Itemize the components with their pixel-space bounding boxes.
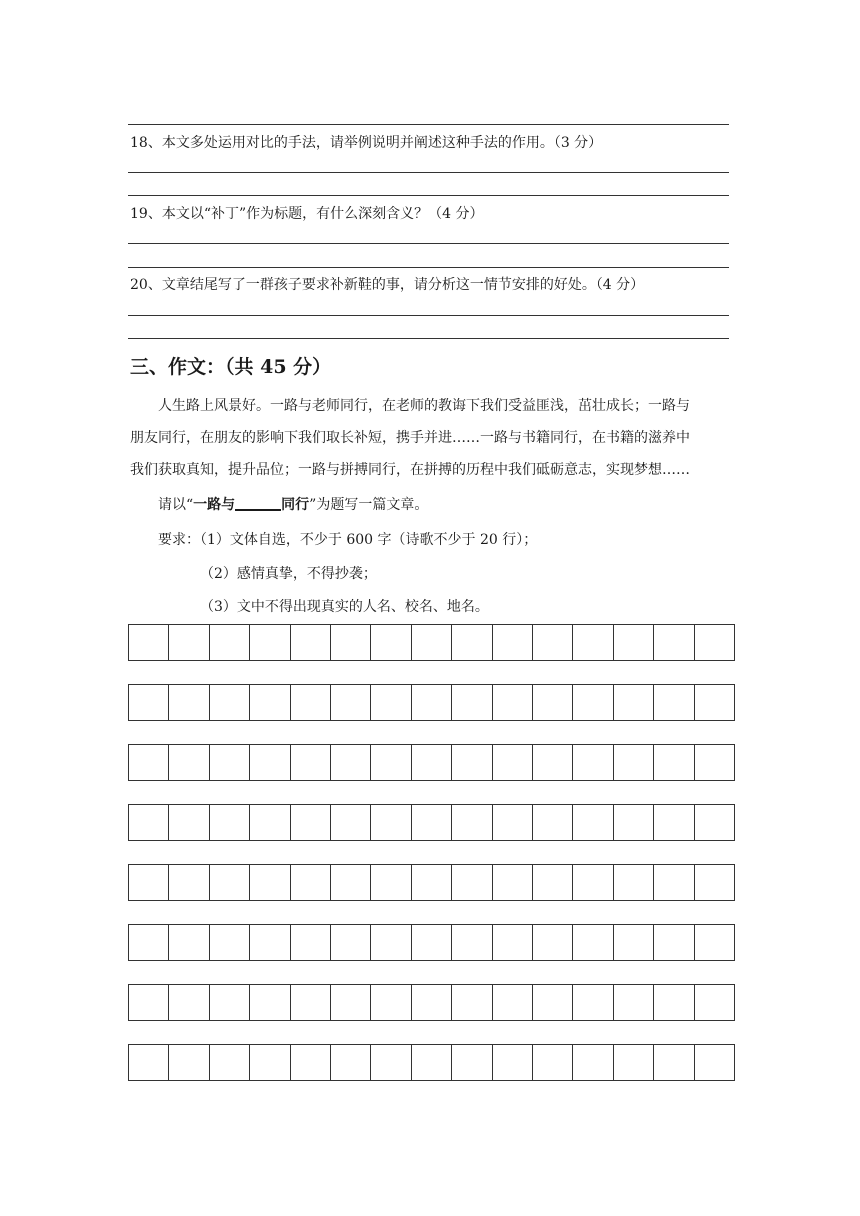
grid-cell[interactable]	[654, 625, 694, 660]
grid-cell[interactable]	[291, 925, 331, 960]
question-18: 18、本文多处运用对比的手法，请举例说明并阐述这种手法的作用。（3 分）	[130, 135, 603, 151]
grid-cell[interactable]	[695, 985, 734, 1020]
intro-line-2: 朋友同行，在朋友的影响下我们取长补短，携手并进……一路与书籍同行，在书籍的滋养中	[130, 430, 690, 446]
grid-cell[interactable]	[533, 805, 573, 840]
grid-cell[interactable]	[210, 865, 250, 900]
grid-cell[interactable]	[129, 985, 169, 1020]
grid-cell[interactable]	[654, 685, 694, 720]
grid-cell[interactable]	[573, 685, 613, 720]
grid-cell[interactable]	[250, 1045, 290, 1080]
grid-cell[interactable]	[493, 625, 533, 660]
grid-cell[interactable]	[533, 1045, 573, 1080]
grid-cell[interactable]	[412, 865, 452, 900]
essay-prompt	[158, 495, 428, 515]
grid-cell[interactable]	[169, 745, 209, 780]
grid-row	[128, 624, 735, 661]
prompt-suffix: ”为题写一篇文章。	[309, 497, 429, 513]
intro-line-3: 我们获取真知，提升品位；一路与拼搏同行，在拼搏的历程中我们砥砺意志，实现梦想……	[130, 462, 690, 478]
grid-cell[interactable]	[371, 925, 411, 960]
grid-cell[interactable]	[371, 1045, 411, 1080]
prompt-bold-b: 同行	[281, 497, 310, 513]
grid-cell[interactable]	[250, 865, 290, 900]
grid-cell[interactable]	[331, 625, 371, 660]
grid-cell[interactable]	[493, 805, 533, 840]
grid-cell[interactable]	[210, 745, 250, 780]
grid-row	[128, 744, 735, 781]
answer-line-20a[interactable]	[128, 315, 729, 316]
grid-cell[interactable]	[169, 625, 209, 660]
grid-cell[interactable]	[452, 625, 492, 660]
grid-cell[interactable]	[291, 625, 331, 660]
grid-cell[interactable]	[493, 745, 533, 780]
grid-cell[interactable]	[210, 625, 250, 660]
grid-cell[interactable]	[412, 745, 452, 780]
prompt-blank	[235, 495, 281, 511]
prompt-bold-a: 一路与	[193, 497, 236, 513]
grid-cell[interactable]	[573, 985, 613, 1020]
grid-cell[interactable]	[371, 805, 411, 840]
grid-cell[interactable]	[573, 805, 613, 840]
grid-cell[interactable]	[614, 685, 654, 720]
grid-cell[interactable]	[291, 805, 331, 840]
grid-cell[interactable]	[452, 745, 492, 780]
grid-cell[interactable]	[654, 985, 694, 1020]
grid-cell[interactable]	[695, 685, 734, 720]
grid-cell[interactable]	[169, 985, 209, 1020]
grid-cell[interactable]	[129, 805, 169, 840]
requirement-2: （2）感情真挚，不得抄袭；	[200, 566, 377, 582]
grid-cell[interactable]	[533, 685, 573, 720]
grid-cell[interactable]	[331, 985, 371, 1020]
grid-cell[interactable]	[129, 625, 169, 660]
grid-row	[128, 804, 735, 841]
grid-cell[interactable]	[250, 685, 290, 720]
grid-cell[interactable]	[493, 985, 533, 1020]
grid-cell[interactable]	[695, 625, 734, 660]
grid-row	[128, 924, 735, 961]
grid-cell[interactable]	[533, 925, 573, 960]
grid-cell[interactable]	[573, 1045, 613, 1080]
grid-cell[interactable]	[412, 925, 452, 960]
grid-cell[interactable]	[452, 925, 492, 960]
grid-cell[interactable]	[452, 985, 492, 1020]
grid-cell[interactable]	[291, 1045, 331, 1080]
grid-cell[interactable]	[614, 1045, 654, 1080]
grid-cell[interactable]	[331, 865, 371, 900]
grid-cell[interactable]	[654, 865, 694, 900]
grid-cell[interactable]	[533, 625, 573, 660]
grid-cell[interactable]	[129, 1045, 169, 1080]
answer-line-20b[interactable]	[128, 338, 729, 339]
grid-cell[interactable]	[573, 925, 613, 960]
grid-cell[interactable]	[573, 745, 613, 780]
grid-cell[interactable]	[614, 745, 654, 780]
grid-cell[interactable]	[654, 745, 694, 780]
question-20: 20、文章结尾写了一群孩子要求补新鞋的事，请分析这一情节安排的好处。（4 分）	[130, 277, 645, 293]
grid-cell[interactable]	[614, 985, 654, 1020]
grid-cell[interactable]	[210, 985, 250, 1020]
grid-cell[interactable]	[695, 805, 734, 840]
grid-cell[interactable]	[533, 865, 573, 900]
grid-cell[interactable]	[371, 865, 411, 900]
grid-cell[interactable]	[331, 805, 371, 840]
answer-line-19a[interactable]	[128, 243, 729, 244]
grid-cell[interactable]	[250, 925, 290, 960]
grid-row	[128, 684, 735, 721]
grid-cell[interactable]	[210, 685, 250, 720]
grid-cell[interactable]	[250, 625, 290, 660]
grid-cell[interactable]	[654, 805, 694, 840]
grid-cell[interactable]	[291, 685, 331, 720]
grid-cell[interactable]	[129, 745, 169, 780]
grid-cell[interactable]	[654, 1045, 694, 1080]
grid-cell[interactable]	[452, 685, 492, 720]
grid-cell[interactable]	[250, 805, 290, 840]
grid-cell[interactable]	[291, 745, 331, 780]
grid-cell[interactable]	[169, 805, 209, 840]
grid-cell[interactable]	[412, 1045, 452, 1080]
grid-cell[interactable]	[250, 745, 290, 780]
grid-cell[interactable]	[614, 625, 654, 660]
grid-cell[interactable]	[291, 985, 331, 1020]
grid-cell[interactable]	[129, 865, 169, 900]
grid-cell[interactable]	[695, 745, 734, 780]
answer-line-19b[interactable]	[128, 267, 729, 268]
grid-cell[interactable]	[614, 925, 654, 960]
requirements-label: 要求：	[158, 532, 200, 548]
grid-cell[interactable]	[493, 1045, 533, 1080]
grid-cell[interactable]	[210, 1045, 250, 1080]
grid-cell[interactable]	[250, 985, 290, 1020]
intro-line-1: 人生路上风景好。一路与老师同行，在老师的教诲下我们受益匪浅，茁壮成长；一路与	[158, 398, 690, 414]
grid-cell[interactable]	[169, 925, 209, 960]
requirement-1: （1）文体自选，不少于 600 字（诗歌不少于 20 行）；	[200, 532, 538, 548]
grid-cell[interactable]	[533, 985, 573, 1020]
grid-cell[interactable]	[493, 865, 533, 900]
grid-cell[interactable]	[493, 925, 533, 960]
grid-cell[interactable]	[695, 865, 734, 900]
answer-line-18b[interactable]	[128, 195, 729, 196]
grid-cell[interactable]	[493, 685, 533, 720]
prompt-prefix: 请以“	[158, 497, 194, 513]
grid-cell[interactable]	[371, 745, 411, 780]
grid-cell[interactable]	[614, 865, 654, 900]
grid-cell[interactable]	[129, 925, 169, 960]
requirement-3: （3）文中不得出现真实的人名、校名、地名。	[200, 599, 489, 615]
grid-cell[interactable]	[573, 865, 613, 900]
grid-cell[interactable]	[452, 805, 492, 840]
grid-row	[128, 864, 735, 901]
grid-cell[interactable]	[331, 745, 371, 780]
grid-cell[interactable]	[614, 805, 654, 840]
section-title: 三、作文：（共 45 分）	[130, 356, 332, 378]
grid-cell[interactable]	[412, 805, 452, 840]
grid-cell[interactable]	[210, 805, 250, 840]
grid-cell[interactable]	[452, 865, 492, 900]
grid-cell[interactable]	[169, 1045, 209, 1080]
grid-row	[128, 984, 735, 1021]
grid-cell[interactable]	[412, 685, 452, 720]
grid-cell[interactable]	[371, 985, 411, 1020]
grid-cell[interactable]	[331, 1045, 371, 1080]
grid-cell[interactable]	[573, 625, 613, 660]
grid-cell[interactable]	[371, 685, 411, 720]
grid-row	[128, 1044, 735, 1081]
grid-cell[interactable]	[412, 985, 452, 1020]
requirements-line-1	[158, 530, 537, 550]
grid-cell[interactable]	[291, 865, 331, 900]
answer-line-18a[interactable]	[128, 172, 729, 173]
grid-cell[interactable]	[654, 925, 694, 960]
grid-cell[interactable]	[452, 1045, 492, 1080]
question-19: 19、本文以“补丁”作为标题，有什么深刻含义？（4 分）	[130, 206, 484, 222]
grid-cell[interactable]	[695, 925, 734, 960]
grid-cell[interactable]	[331, 925, 371, 960]
top-rule	[128, 124, 729, 125]
grid-cell[interactable]	[371, 625, 411, 660]
grid-cell[interactable]	[210, 925, 250, 960]
grid-cell[interactable]	[169, 865, 209, 900]
grid-cell[interactable]	[169, 685, 209, 720]
grid-cell[interactable]	[129, 685, 169, 720]
grid-cell[interactable]	[695, 1045, 734, 1080]
grid-cell[interactable]	[331, 685, 371, 720]
grid-cell[interactable]	[412, 625, 452, 660]
grid-cell[interactable]	[533, 745, 573, 780]
